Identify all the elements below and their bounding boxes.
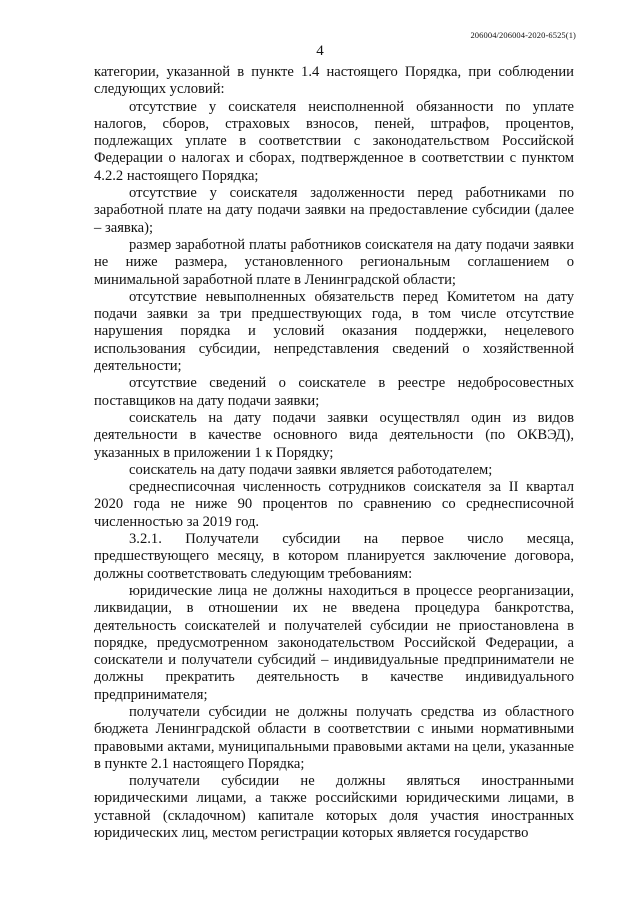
paragraph: соискатель на дату подачи заявки осуществлял один из видов деятельности в качестве основного вида деятельности (по ОКВЭД), указанных в приложении 1 к Порядку;: [94, 409, 574, 461]
paragraph: размер заработной платы работников соискателя на дату подачи заявки не ниже размера, установленного региональным соглашением о минимальной заработной плате в Ленинградской области;: [94, 236, 574, 288]
paragraph: получатели субсидии не должны являться иностранными юридическими лицами, а также российскими юридическими лицами, в уставной (складочном) капитале которых доля участия иностранных юридических лиц, местом регистрации которых является государство: [94, 773, 574, 842]
paragraph: отсутствие у соискателя неисполненной обязанности по уплате налогов, сборов, страховых взносов, пеней, штрафов, процентов, подлежащих уплате в соответствии с законодательством Российской Федерации о налогах и сборах, подтвержденное в соответствии с пунктом 4.2.2 настоящего Порядка;: [94, 98, 574, 184]
section-3-2-1: 3.2.1. Получатели субсидии на первое число месяца, предшествующего месяцу, в котором планируется заключение договора, должны соответствовать следующим требованиям:: [94, 531, 574, 582]
document-id: 206004/206004-2020-6525(1): [470, 30, 576, 40]
paragraph: отсутствие сведений о соискателе в реестре недобросовестных поставщиков на дату подачи заявки;: [94, 375, 574, 409]
paragraph: категории, указанной в пункте 1.4 настоящего Порядка, при соблюдении следующих условий:: [94, 64, 574, 98]
page-number: 4: [316, 43, 324, 59]
paragraph: отсутствие у соискателя задолженности перед работниками по заработной плате на дату подачи заявки на предоставление субсидии (далее – заявка);: [94, 185, 574, 236]
paragraph: отсутствие невыполненных обязательств перед Комитетом на дату подачи заявки за три предшествующих года, в том числе отсутствие нарушения порядка и условий оказания поддержки, нецелевого использования субсидии, непредставления сведений о хозяйственной деятельности;: [94, 288, 574, 375]
document-body: [94, 64, 574, 842]
paragraph: соискатель на дату подачи заявки является работодателем;: [129, 461, 493, 478]
paragraph: получатели субсидии не должны получать средства из областного бюджета Ленинградской области в соответствии с иными нормативными правовыми актами, муниципальными правовыми актами на цели, указанные в пункте 2.1 настоящего Порядка;: [94, 703, 574, 772]
paragraph: среднесписочная численность сотрудников соискателя за II квартал 2020 года не ниже 90 процентов по сравнению со среднесписочной численностью за 2019 год.: [94, 479, 574, 530]
paragraph: юридические лица не должны находиться в процессе реорганизации, ликвидации, в отношении их не введена процедура банкротства, деятельность соискателей и получателей субсидии не приостановлена в порядке, предусмотренном законодательством Российской Федерации, а соискатели и получатели субсидий – индивидуальные предприниматели не должны прекратить деятельность в качестве индивидуального предпринимателя;: [94, 582, 574, 703]
